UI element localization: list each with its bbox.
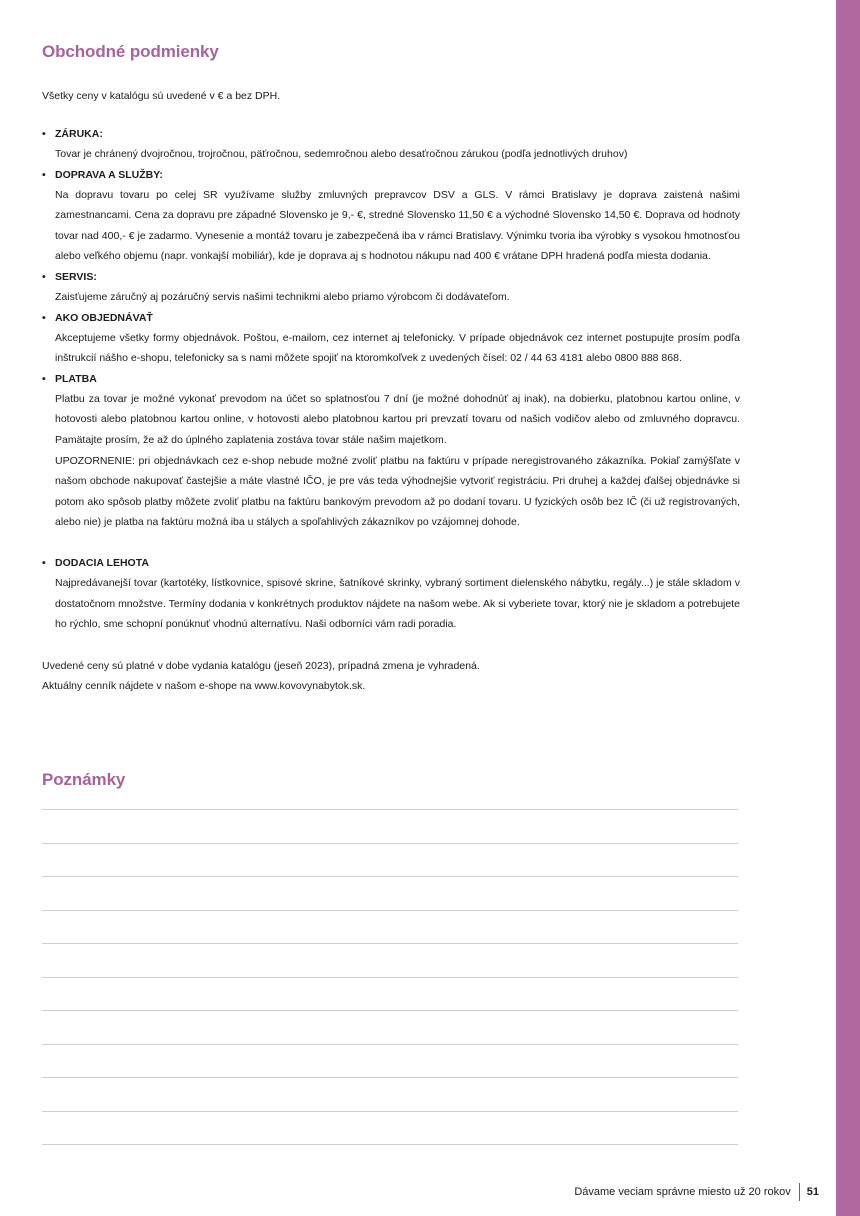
intro-text: Všetky ceny v katalógu sú uvedené v € a bez DPH.: [42, 90, 281, 102]
section-title: • DOPRAVA A SLUŽBY:: [42, 165, 740, 185]
section-paragraph: Na dopravu tovaru po celej SR využívame služby zmluvných prepravcov DSV a GLS. V rámci Bratislavy je doprava zaistená našimi zamestnancami. Cena za dopravu pre západné Slovensko je 9,- €, stredné Slovensko 11,50 € a východné Slovensko 14,50 €. Doprava od hodnoty tovar nad 400,- € je zadarmo. Vynesenie a montáž tovaru je zabezpečená iba v rámci Bratislavy. Výnimku tvoria iba výrobky s vysokou hmotnosťou alebo veľkého objemu (napr. vonkajší mobiliár), kde je doprava aj s hodnotou nákupu nad 400 € vrátane DPH hradená podľa miesta dodania.: [55, 188, 740, 263]
note-line: [42, 843, 738, 844]
section-paragraph: Najpredávanejší tovar (kartotéky, lístkovnice, spisové skrine, šatníkové skrinky, vybraný sortiment dielenského nábytku, regály...) je stále skladom v dostatočnom množstve. Termíny dodania v konkrétnych produktov nájdete na našom webe. Ak si vyberiete tovar, ktorý nie je skladom a potrebujete ho rýchlo, sme schopní ponúknuť vhodnú alternatívu. Naši odborníci vám radi poradia.: [55, 576, 740, 631]
note-line: [42, 809, 738, 810]
section-paragraph: Zaisťujeme záručný aj pozáručný servis našimi technikmi alebo priamo výrobcom či dodávateľom.: [55, 290, 510, 303]
note-line: [42, 1010, 738, 1011]
section-warranty: [42, 124, 740, 165]
note-line: [42, 977, 738, 978]
note-line: [42, 1044, 738, 1045]
section-title: • SERVIS:: [42, 267, 740, 287]
section-ordering: [42, 308, 740, 369]
section-payment: [42, 369, 740, 533]
section-service: [42, 267, 740, 308]
section-paragraph: Platbu za tovar je možné vykonať prevodom na účet so splatnosťou 7 dní (je možné dohodnúť aj inak), na dobierku, platobnou kartou online, v hotovosti alebo platobnou kartou online, v hotovosti alebo platobnou kartou pri prevzatí tovaru od našich vodičov alebo od zmluvného dopravcu. Pamätajte prosím, že až do úplného zaplatenia zostáva tovar stále našim majetkom.: [55, 392, 740, 446]
terms-title: Obchodné podmienky: [42, 42, 219, 61]
validity-notes: [42, 656, 480, 696]
note-line: [42, 910, 738, 911]
terms-sections: [42, 124, 740, 635]
page-number: 51: [806, 1186, 819, 1198]
section-paragraph: Tovar je chránený dvojročnou, trojročnou, päťročnou, sedemročnou alebo desaťročnou zárukou (podľa jednotlivých druhov): [55, 148, 628, 160]
decorative-side-bar: [836, 0, 860, 1216]
note-line: [42, 943, 738, 944]
section-shipping: [42, 165, 740, 267]
section-title: • PLATBA: [42, 369, 740, 389]
notes-title: Poznámky: [42, 770, 126, 789]
eshop-note: Aktuálny cenník nájdete v našom e-shope na www.kovovynabytok.sk.: [42, 680, 366, 692]
section-delivery-time: [42, 553, 740, 635]
note-line: [42, 1111, 738, 1112]
footer-divider: [799, 1183, 800, 1201]
section-paragraph: Akceptujeme všetky formy objednávok. Poštou, e-mailom, cez internet aj telefonicky. V prípade objednávok cez internet postupujte prosím podľa inštrukcií nášho e-shopu, telefonicky sa s nami môžete spojiť na ktoromkoľvek z uvedených čísel: 02 / 44 63 4181 alebo 0800 888 868.: [55, 331, 740, 365]
footer-tagline: Dávame veciam správne miesto už 20 rokov: [574, 1186, 791, 1198]
note-line: [42, 876, 738, 877]
section-title: • DODACIA LEHOTA: [42, 553, 740, 573]
page-footer: [574, 1183, 819, 1201]
validity-note: Uvedené ceny sú platné v dobe vydania katalógu (jeseň 2023), prípadná zmena je vyhradená.: [42, 660, 480, 672]
note-lines: [42, 809, 738, 1178]
note-line: [42, 1077, 738, 1078]
section-paragraph: UPOZORNENIE: pri objednávkach cez e-shop nebude možné zvoliť platbu na faktúru v prípade neregistrovaného zákazníka. Pokiaľ zamýšľate v našom obchode nakupovať častejšie a máte vlastné IČO, je pre vás teda výhodnejšie vytvoriť registráciu. Pri druhej a každej ďalšej objednávke si potom ako spôsob platby môžete zvoliť platbu na faktúru bankovým prevodom až po dodaní tovaru. U fyzických osôb bez IČ (či už registrovaných, alebo nie) je platba na faktúru možná iba u stálych a spoľahlivých zákazníkov po vzájomnej dohode.: [55, 454, 740, 529]
section-title: • AKO OBJEDNÁVAŤ: [42, 308, 740, 328]
note-line: [42, 1144, 738, 1145]
section-title: • ZÁRUKA:: [42, 124, 740, 144]
